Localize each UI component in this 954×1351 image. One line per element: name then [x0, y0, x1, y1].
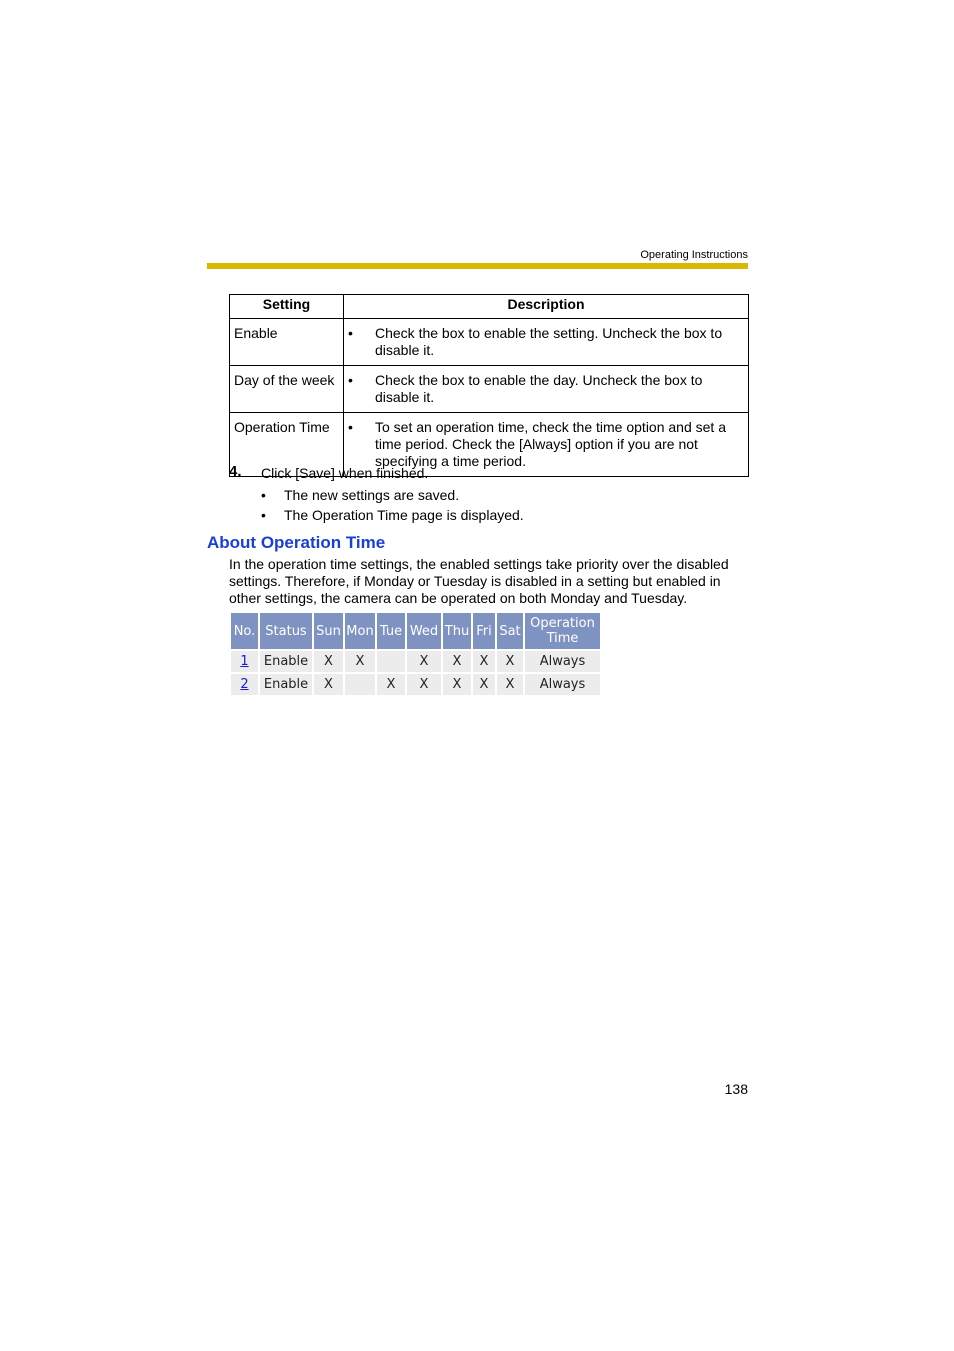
header-rule [207, 263, 748, 269]
bullet-icon: • [261, 487, 266, 503]
table-row [231, 674, 600, 695]
tue-cell [377, 651, 405, 672]
section-title: About Operation Time [207, 533, 386, 552]
column-header-operation-time: Operation Time [525, 613, 600, 649]
setting-description [344, 319, 749, 366]
step-text: Click [Save] when finished. [261, 465, 429, 481]
operation-time-table [229, 611, 602, 697]
settings-table-header-row [230, 295, 749, 319]
row-number-cell [231, 651, 258, 672]
row-number-link[interactable]: 1 [240, 654, 249, 669]
sun-cell: X [314, 651, 343, 672]
list-item: The new settings are saved. [284, 487, 460, 503]
thu-cell: X [443, 651, 471, 672]
column-header-fri: Fri [473, 613, 495, 649]
row-number-link[interactable]: 2 [240, 677, 249, 692]
setting-name: Enable [230, 319, 344, 366]
column-header-wed: Wed [407, 613, 441, 649]
fri-cell: X [473, 651, 495, 672]
column-header-sun: Sun [314, 613, 343, 649]
description-text: To set an operation time, check the time option and set a time period. Check the [Always] option if you are not specifying a time period. [375, 419, 726, 469]
wed-cell: X [407, 674, 441, 695]
operation-time-cell: Always [525, 674, 600, 695]
table-row [230, 319, 749, 366]
step-number: 4. [229, 463, 242, 480]
operation-time-cell: Always [525, 651, 600, 672]
table-row [230, 366, 749, 413]
list-item: The Operation Time page is displayed. [284, 507, 524, 523]
settings-table [229, 294, 749, 477]
sat-cell: X [497, 651, 523, 672]
bullet-icon: • [348, 419, 353, 435]
sun-cell: X [314, 674, 343, 695]
setting-description [344, 366, 749, 413]
tue-cell: X [377, 674, 405, 695]
section-paragraph: In the operation time settings, the enabled settings take priority over the disabled settings. Therefore, if Monday or Tuesday is disabled in a setting but enabled in other settings, the camera can be operated on both Monday and Tuesday. [229, 556, 729, 606]
bullet-icon: • [348, 325, 353, 341]
setting-name: Operation Time [230, 413, 344, 477]
status-cell: Enable [260, 674, 312, 695]
description-text: Check the box to enable the day. Uncheck the box to disable it. [375, 372, 703, 405]
row-number-cell [231, 674, 258, 695]
mon-cell [345, 674, 375, 695]
mon-cell: X [345, 651, 375, 672]
fri-cell: X [473, 674, 495, 695]
status-cell: Enable [260, 651, 312, 672]
bullet-icon: • [348, 372, 353, 388]
sat-cell: X [497, 674, 523, 695]
setting-name: Day of the week [230, 366, 344, 413]
table-row [231, 651, 600, 672]
bullet-icon: • [261, 507, 266, 523]
column-header-setting: Setting [230, 295, 344, 319]
thu-cell: X [443, 674, 471, 695]
column-header-no: No. [231, 613, 258, 649]
running-header: Operating Instructions [640, 249, 748, 261]
column-header-description: Description [344, 295, 749, 319]
column-header-mon: Mon [345, 613, 375, 649]
description-text: Check the box to enable the setting. Uncheck the box to disable it. [375, 325, 723, 358]
wed-cell: X [407, 651, 441, 672]
column-header-tue: Tue [377, 613, 405, 649]
operation-table-header-row [231, 613, 600, 649]
column-header-thu: Thu [443, 613, 471, 649]
column-header-status: Status [260, 613, 312, 649]
page-number: 138 [724, 1081, 748, 1097]
column-header-sat: Sat [497, 613, 523, 649]
